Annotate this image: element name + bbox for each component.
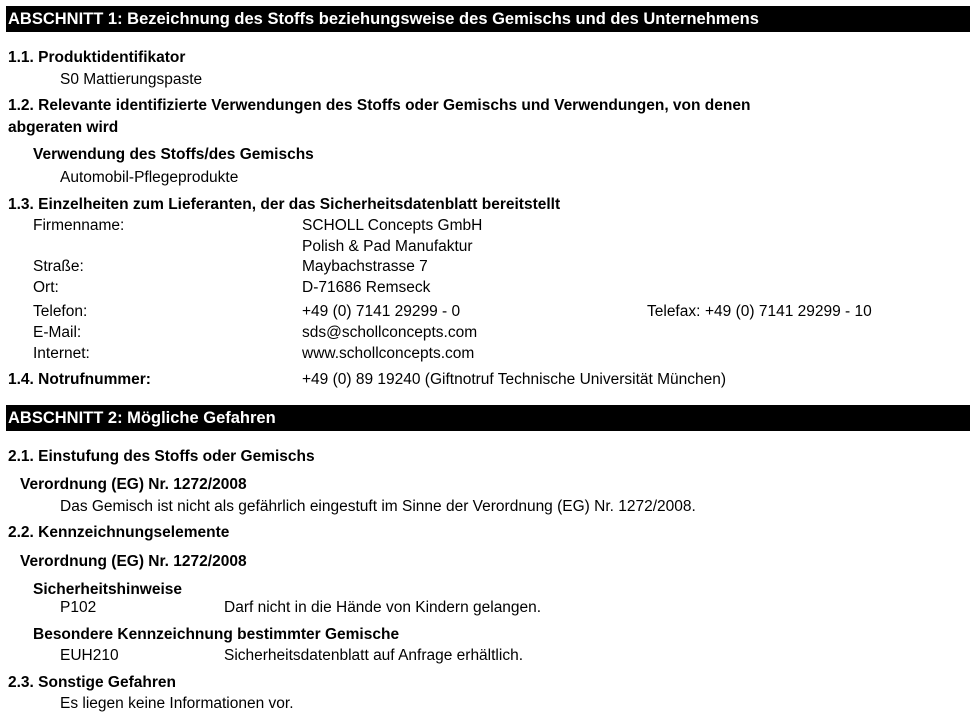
product-identifier: S0 Mattierungspaste	[60, 71, 203, 88]
safety-heading: Sicherheitshinweise	[33, 581, 183, 598]
heading-2-1: 2.1. Einstufung des Stoffs oder Gemischs	[8, 448, 315, 465]
heading-1-2-line1: 1.2. Relevante identifizierte Verwendungen des Stoffs oder Gemischs und Verwendungen, von denen	[8, 97, 751, 114]
fax-label: Telefax:	[647, 303, 701, 320]
firm-value-line2: Polish & Pad Manufaktur	[302, 238, 473, 255]
heading-2-3: 2.3. Sonstige Gefahren	[8, 674, 176, 691]
use-heading: Verwendung des Stoffs/des Gemischs	[33, 146, 314, 163]
city-label: Ort:	[33, 279, 59, 296]
email-label: E-Mail:	[33, 324, 82, 341]
firm-value-line1: SCHOLL Concepts GmbH	[302, 217, 483, 234]
emergency-value: +49 (0) 89 19240 (Giftnotruf Technische Universität München)	[302, 371, 727, 388]
internet-label: Internet:	[33, 345, 90, 362]
email-value[interactable]: sds@schollconcepts.com	[302, 324, 478, 341]
section-1-header: ABSCHNITT 1: Bezeichnung des Stoffs beziehungsweise des Gemischs und des Unternehmens	[6, 6, 970, 32]
euh-code: EUH210	[60, 647, 119, 664]
heading-2-2: 2.2. Kennzeichnungselemente	[8, 524, 230, 541]
other-hazards-text: Es liegen keine Informationen vor.	[60, 695, 294, 712]
phone-value: +49 (0) 7141 29299 - 0	[302, 303, 461, 320]
euh-text: Sicherheitsdatenblatt auf Anfrage erhältlich.	[224, 647, 523, 664]
special-heading: Besondere Kennzeichnung bestimmter Gemische	[33, 626, 400, 643]
heading-1-2-line2: abgeraten wird	[8, 119, 119, 136]
regulation-heading-1: Verordnung (EG) Nr. 1272/2008	[20, 476, 247, 493]
classification-text: Das Gemisch ist nicht als gefährlich eingestuft im Sinne der Verordnung (EG) Nr. 1272/2008.	[60, 498, 696, 515]
p-text: Darf nicht in die Hände von Kindern gelangen.	[224, 599, 542, 616]
firm-label: Firmenname:	[33, 217, 125, 234]
regulation-heading-2: Verordnung (EG) Nr. 1272/2008	[20, 553, 247, 570]
section-2-header: ABSCHNITT 2: Mögliche Gefahren	[6, 405, 970, 431]
fax-value: +49 (0) 7141 29299 - 10	[705, 303, 872, 320]
city-value: D-71686 Remseck	[302, 279, 431, 296]
street-label: Straße:	[33, 258, 84, 275]
heading-1-1: 1.1. Produktidentifikator	[8, 49, 186, 66]
internet-value[interactable]: www.schollconcepts.com	[302, 345, 475, 362]
street-value: Maybachstrasse 7	[302, 258, 428, 275]
use-value: Automobil-Pflegeprodukte	[60, 169, 239, 186]
heading-1-4: 1.4. Notrufnummer:	[8, 371, 151, 388]
p-code: P102	[60, 599, 97, 616]
phone-label: Telefon:	[33, 303, 88, 320]
heading-1-3: 1.3. Einzelheiten zum Lieferanten, der das Sicherheitsdatenblatt bereitstellt	[8, 196, 561, 213]
